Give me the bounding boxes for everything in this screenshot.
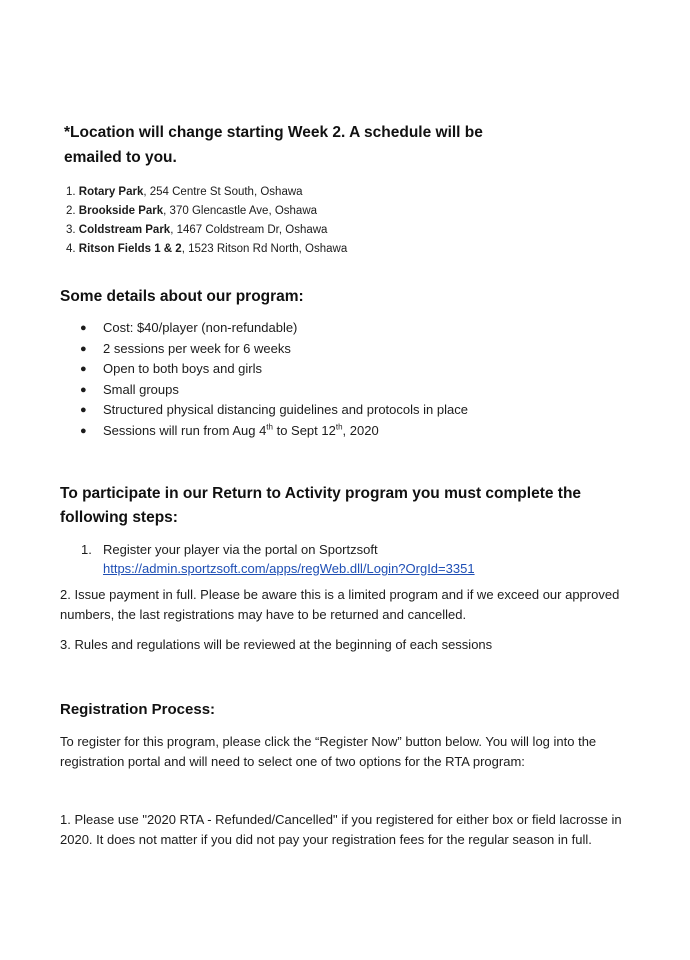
location-address: , 254 Centre St South, Oshawa bbox=[143, 186, 303, 198]
step-1 bbox=[81, 540, 475, 578]
location-address: , 1467 Coldstream Dr, Oshawa bbox=[170, 224, 328, 236]
location-name: Ritson Fields 1 & 2 bbox=[78, 243, 182, 255]
sessions-text-end: , 2020 bbox=[342, 422, 379, 438]
details-list bbox=[80, 318, 468, 441]
location-item bbox=[66, 183, 347, 202]
location-number: 3. bbox=[66, 224, 76, 236]
details-item bbox=[80, 339, 468, 360]
registration-intro: To register for this program, please click the “Register Now” button below. You will log into the registration portal and will need to select one of two options for the RTA program: bbox=[60, 734, 597, 769]
location-number: 2. bbox=[66, 205, 76, 217]
details-item-text: Open to both boys and girls bbox=[103, 361, 262, 376]
location-name: Brookside Park bbox=[78, 205, 164, 217]
details-item-text: 2 sessions per week for 6 weeks bbox=[103, 340, 291, 356]
bullet-icon: ● bbox=[80, 342, 87, 355]
details-item bbox=[80, 400, 468, 421]
location-number: 1. bbox=[66, 186, 76, 198]
bullet-icon: ● bbox=[80, 383, 87, 396]
bullet-icon: ● bbox=[80, 404, 87, 416]
location-name: Rotary Park bbox=[78, 186, 144, 198]
details-item bbox=[80, 318, 468, 339]
location-item bbox=[66, 240, 347, 259]
details-item-text: Small groups bbox=[103, 381, 179, 397]
details-item-sessions bbox=[80, 421, 468, 442]
registration-option-1: 1. Please use "2020 RTA - Refunded/Cancelled" if you registered for either box or field lacrosse in 2020. It does not matter if you did not pay your registration fees for the regular season in full. bbox=[60, 812, 622, 847]
step-3: 3. Rules and regulations will be reviewed at the beginning of each sessions bbox=[60, 637, 493, 652]
details-item bbox=[80, 380, 468, 401]
location-notice-heading: *Location will change starting Week 2. A schedule will be emailed to you. bbox=[64, 124, 483, 166]
ordinal-suffix: th bbox=[335, 422, 343, 432]
bullet-icon: ● bbox=[80, 322, 87, 334]
location-address: , 1523 Ritson Rd North, Oshawa bbox=[181, 243, 348, 255]
location-name: Coldstream Park bbox=[78, 224, 171, 236]
step-number: 1. bbox=[81, 542, 92, 557]
step-1-text: Register your player via the portal on Sportzsoft bbox=[103, 542, 378, 557]
details-item-text: Cost: $40/player (non-refundable) bbox=[103, 320, 298, 335]
sessions-text-middle: to Sept 12 bbox=[272, 422, 336, 438]
step-2: 2. Issue payment in full. Please be aware this is a limited program and if we exceed our approved numbers, the last registrations may have to be returned and cancelled. bbox=[60, 587, 620, 622]
steps-heading: To participate in our Return to Activity program you must complete the following steps: bbox=[60, 485, 582, 526]
registration-heading: Registration Process: bbox=[60, 701, 216, 718]
location-item bbox=[66, 202, 347, 221]
details-heading: Some details about our program: bbox=[60, 288, 304, 305]
bullet-icon: ● bbox=[80, 424, 87, 437]
location-list bbox=[66, 183, 347, 259]
bullet-icon: ● bbox=[80, 363, 87, 375]
location-item bbox=[66, 221, 347, 240]
details-item-text: Structured physical distancing guidelines and protocols in place bbox=[103, 402, 468, 417]
details-item bbox=[80, 359, 468, 380]
sportzsoft-registration-link[interactable]: https://admin.sportzsoft.com/apps/regWeb.dll/Login?OrgId=3351 bbox=[103, 561, 475, 576]
ordinal-suffix: th bbox=[266, 422, 273, 432]
location-address: , 370 Glencastle Ave, Oshawa bbox=[163, 205, 318, 217]
location-number: 4. bbox=[66, 243, 76, 255]
sessions-text-start: Sessions will run from Aug 4 bbox=[103, 422, 267, 438]
